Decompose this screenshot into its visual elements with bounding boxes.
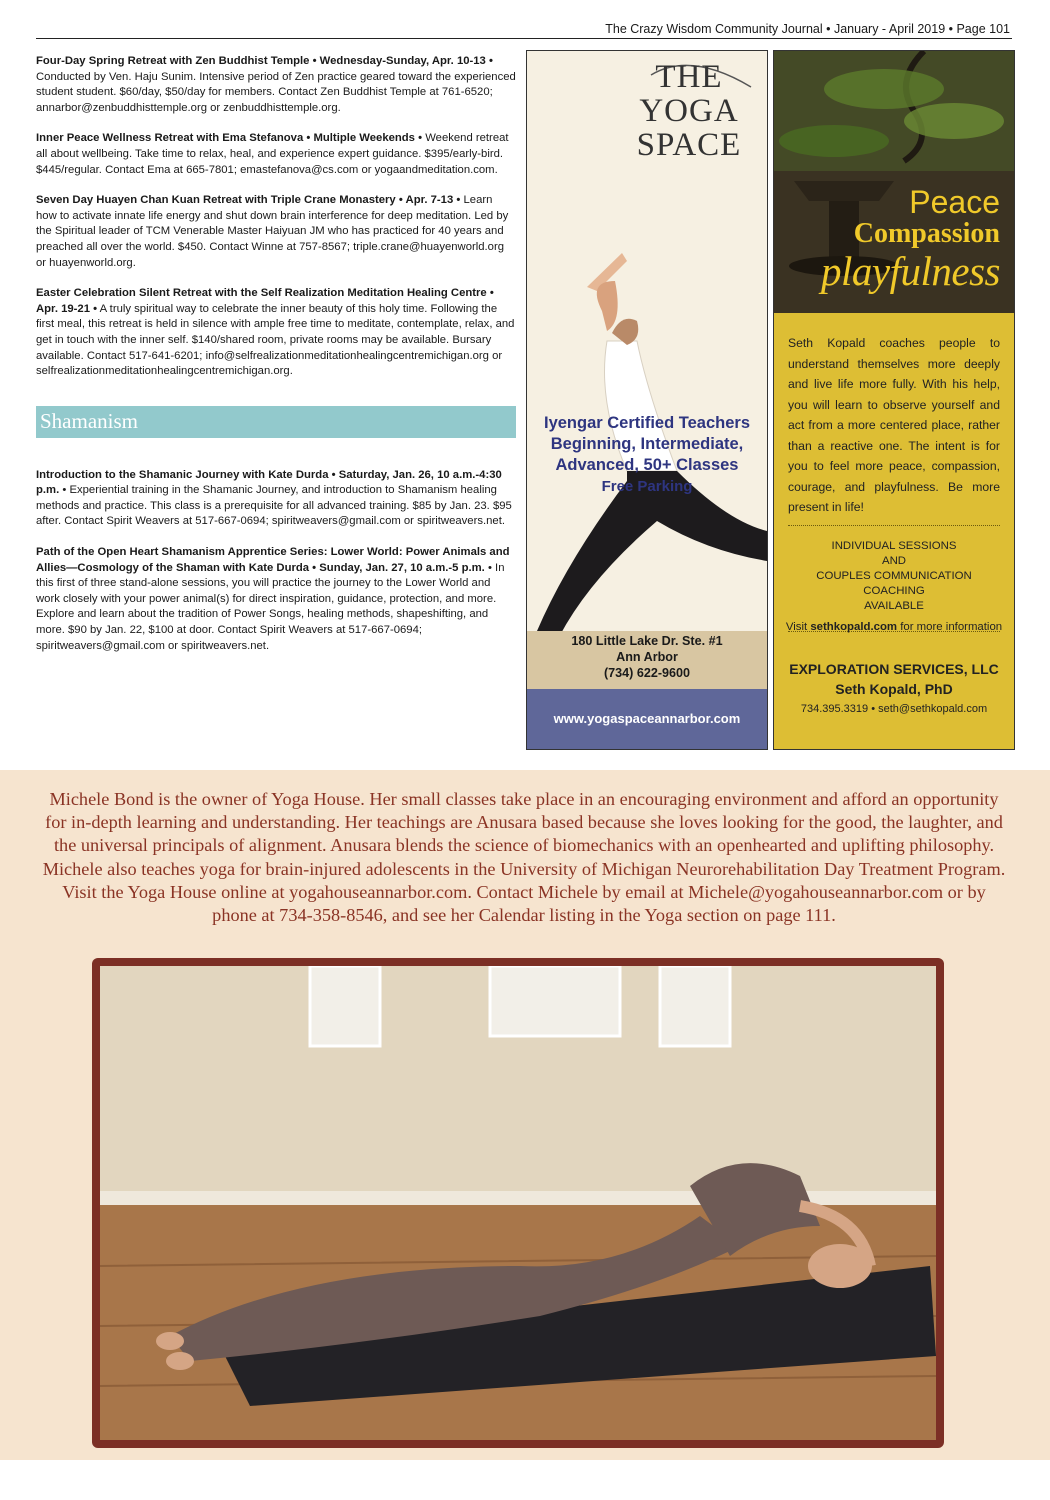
listing-title: Four-Day Spring Retreat with Zen Buddhist Temple • Wednesday-Sunday, Apr. 10-13 •	[36, 55, 493, 67]
yoga-phone: (734) 622-9600	[603, 666, 691, 680]
address-street: 180 Little Lake Dr. Ste. #1	[571, 634, 723, 648]
yoga-features	[527, 413, 767, 497]
seth-contact: 734.395.3319 • seth@sethkopald.com	[800, 703, 988, 715]
dotted-divider	[788, 525, 1000, 526]
logo-text-yoga: YOGA	[639, 93, 739, 129]
visit-prefix: Visit	[785, 621, 811, 633]
yoga-website-link[interactable]: www.yogaspaceannarbor.com	[527, 689, 767, 749]
listing-body: • In this first of three stand-alone sessions, you will practice the journey to the Lower World and work closely with your power animal(s) for direct inspiration, guidance, protection, and more. Explore and learn about the tradition of Power Songs, healing methods, shapeshifting, and more. $90 by Jan. 22, $100 at door. Contact Spirit Weavers at 517-667-0694; spiritweavers@gmail.com or spiritweavers.net.	[36, 561, 505, 652]
yoga-house-feature	[0, 770, 1050, 1460]
features-line: Free Parking	[601, 478, 693, 495]
seth-ad-description: Seth Kopald coaches people to understand themselves more deeply and live life more fully. With his help, you will learn to observe yourself and act from a more centered place, rather than a reactive one. The intent is for you to feel more peace, compassion, courage, and playfulness. Be more present in life!	[788, 336, 1000, 514]
headline-playfulness: playfulness	[821, 248, 1000, 294]
seth-sessions	[784, 539, 1004, 635]
headline-peace: Peace	[909, 184, 1000, 220]
seth-ad-banner	[774, 51, 1014, 313]
listing-entry	[36, 54, 516, 116]
listing-title: Easter Celebration Silent Retreat with the Self Realization Meditation Healing Centre • Apr. 19-21 •	[36, 287, 494, 315]
listing-entry	[36, 286, 516, 380]
features-line: Advanced, 50+ Classes	[555, 456, 739, 474]
seth-company	[774, 659, 1014, 699]
seth-kopald-ad	[773, 50, 1015, 750]
listing-title: Path of the Open Heart Shamanism Apprentice Series: Lower World: Power Animals and Allies—Cosmology of the Shaman with Kate Durda • Sunday, Jan. 27, 10 a.m.-5 p.m.	[36, 546, 510, 574]
features-line: Iyengar Certified Teachers	[543, 414, 751, 432]
visit-line	[784, 620, 1004, 635]
calendar-column	[36, 54, 516, 669]
address-city: Ann Arbor	[616, 650, 678, 664]
listing-body: A truly spiritual way to celebrate the inner beauty of this holy time. Following the first meal, this retreat is held in silence with ample free time to meditate, contemplate, relax, and get in touch with the inner self. $140/shared room, private rooms may be available. Bursary available. Contact 517-641-6201; info@selfrealizationmeditationhealingcentremichigan.org or selfrealizationmeditationhealingcentremichigan.org.	[36, 302, 515, 378]
running-head: The Crazy Wisdom Community Journal • January - April 2019 • Page 101	[605, 22, 1010, 36]
listing-title: Seven Day Huayen Chan Kuan Retreat with Triple Crane Monastery • Apr. 7-13 •	[36, 194, 461, 207]
sessions-line: COUPLES COMMUNICATION COACHING	[816, 570, 972, 597]
dotted-divider	[788, 631, 1000, 632]
headline-compassion: Compassion	[853, 218, 1000, 249]
sessions-line: INDIVIDUAL SESSIONS	[831, 540, 957, 552]
features-line: Beginning, Intermediate,	[550, 435, 744, 453]
feature-caption: Michele Bond is the owner of Yoga House. Her small classes take place in an encouraging environment and afford an opportunity for in-depth learning and understanding. Her teachings are Anusara based because she loves looking for the good, the laughter, and the universal principals of alignment. Anusara blends the science of biomechanics with an openhearted and uplifting philosophy. Michele also teaches yoga for brain-injured adolescents in the University of Michigan Neurorehabilitation Day Treatment Program. Visit the Yoga House online at yogahouseannarbor.com. Contact Michele by email at Michele@yogahouseannarbor.com or by phone at 734-358-8546, and see her Calendar listing in the Yoga section on page 111.	[42, 789, 1006, 926]
yoga-house-photo	[100, 966, 936, 1440]
listing-entry	[36, 545, 516, 654]
visit-suffix: for more information	[897, 621, 1003, 633]
listing-body: Learn how to activate innate life energy and shut down brain interference for deep meditation. Led by the Spiritual leader of TCM Venerable Master Haiyuan JM who has practiced for 40 years and preached all over the world. $450. Contact Winne at 757-8567; triple.crane@huayenworld.org or huayenworld.org.	[36, 194, 509, 269]
listing-body: Conducted by Ven. Haju Sunim. Intensive period of Zen practice geared toward the experienced student student. $60/day, $50/day for members. Contact Zen Buddhist Temple at 761-6520; annarbor@zenbuddhisttemple.org or zenbuddhisttemple.org.	[36, 70, 516, 114]
sessions-line: AND	[881, 555, 907, 567]
person-name: Seth Kopald, PhD	[835, 681, 953, 697]
listing-title: Inner Peace Wellness Retreat with Ema Stefanova • Multiple Weekends •	[36, 132, 423, 145]
listing-body: • Experiential training in the Shamanic Journey, and introduction to Shamanism healing methods and practice. This class is a prerequisite for all advanced training. $85 by Jan. 23. $95 after. Contact Spirit Weavers at 517-667-0694; spiritweavers@gmail.com or spiritweavers.net.	[36, 484, 512, 528]
listing-entry	[36, 468, 516, 530]
logo-text-space: SPACE	[636, 127, 742, 163]
page-header	[36, 22, 1012, 39]
photo-frame	[92, 958, 944, 1448]
company-name: EXPLORATION SERVICES, LLC	[789, 661, 999, 677]
listing-entry	[36, 131, 516, 178]
listing-body: Weekend retreat all about wellbeing. Take time to relax, heal, and experience expert guidance. $395/early-bird. $445/regular. Contact Ema at 665-7801; emastefanova@cs.com or yogaandmeditation.com.	[36, 132, 509, 176]
logo-text-the: THE	[655, 59, 723, 95]
yoga-address	[527, 631, 767, 691]
listing-entry	[36, 193, 516, 271]
photo-area	[100, 966, 936, 1440]
sessions-line: AVAILABLE	[864, 600, 924, 612]
section-heading-shamanism: Shamanism	[36, 406, 516, 438]
listing-title: Introduction to the Shamanic Journey with Kate Durda • Saturday, Jan. 26, 10 a.m.-4:30 p.m.	[36, 468, 502, 497]
yoga-space-ad	[526, 50, 768, 750]
seth-website-link[interactable]: sethkopald.com	[810, 621, 898, 633]
